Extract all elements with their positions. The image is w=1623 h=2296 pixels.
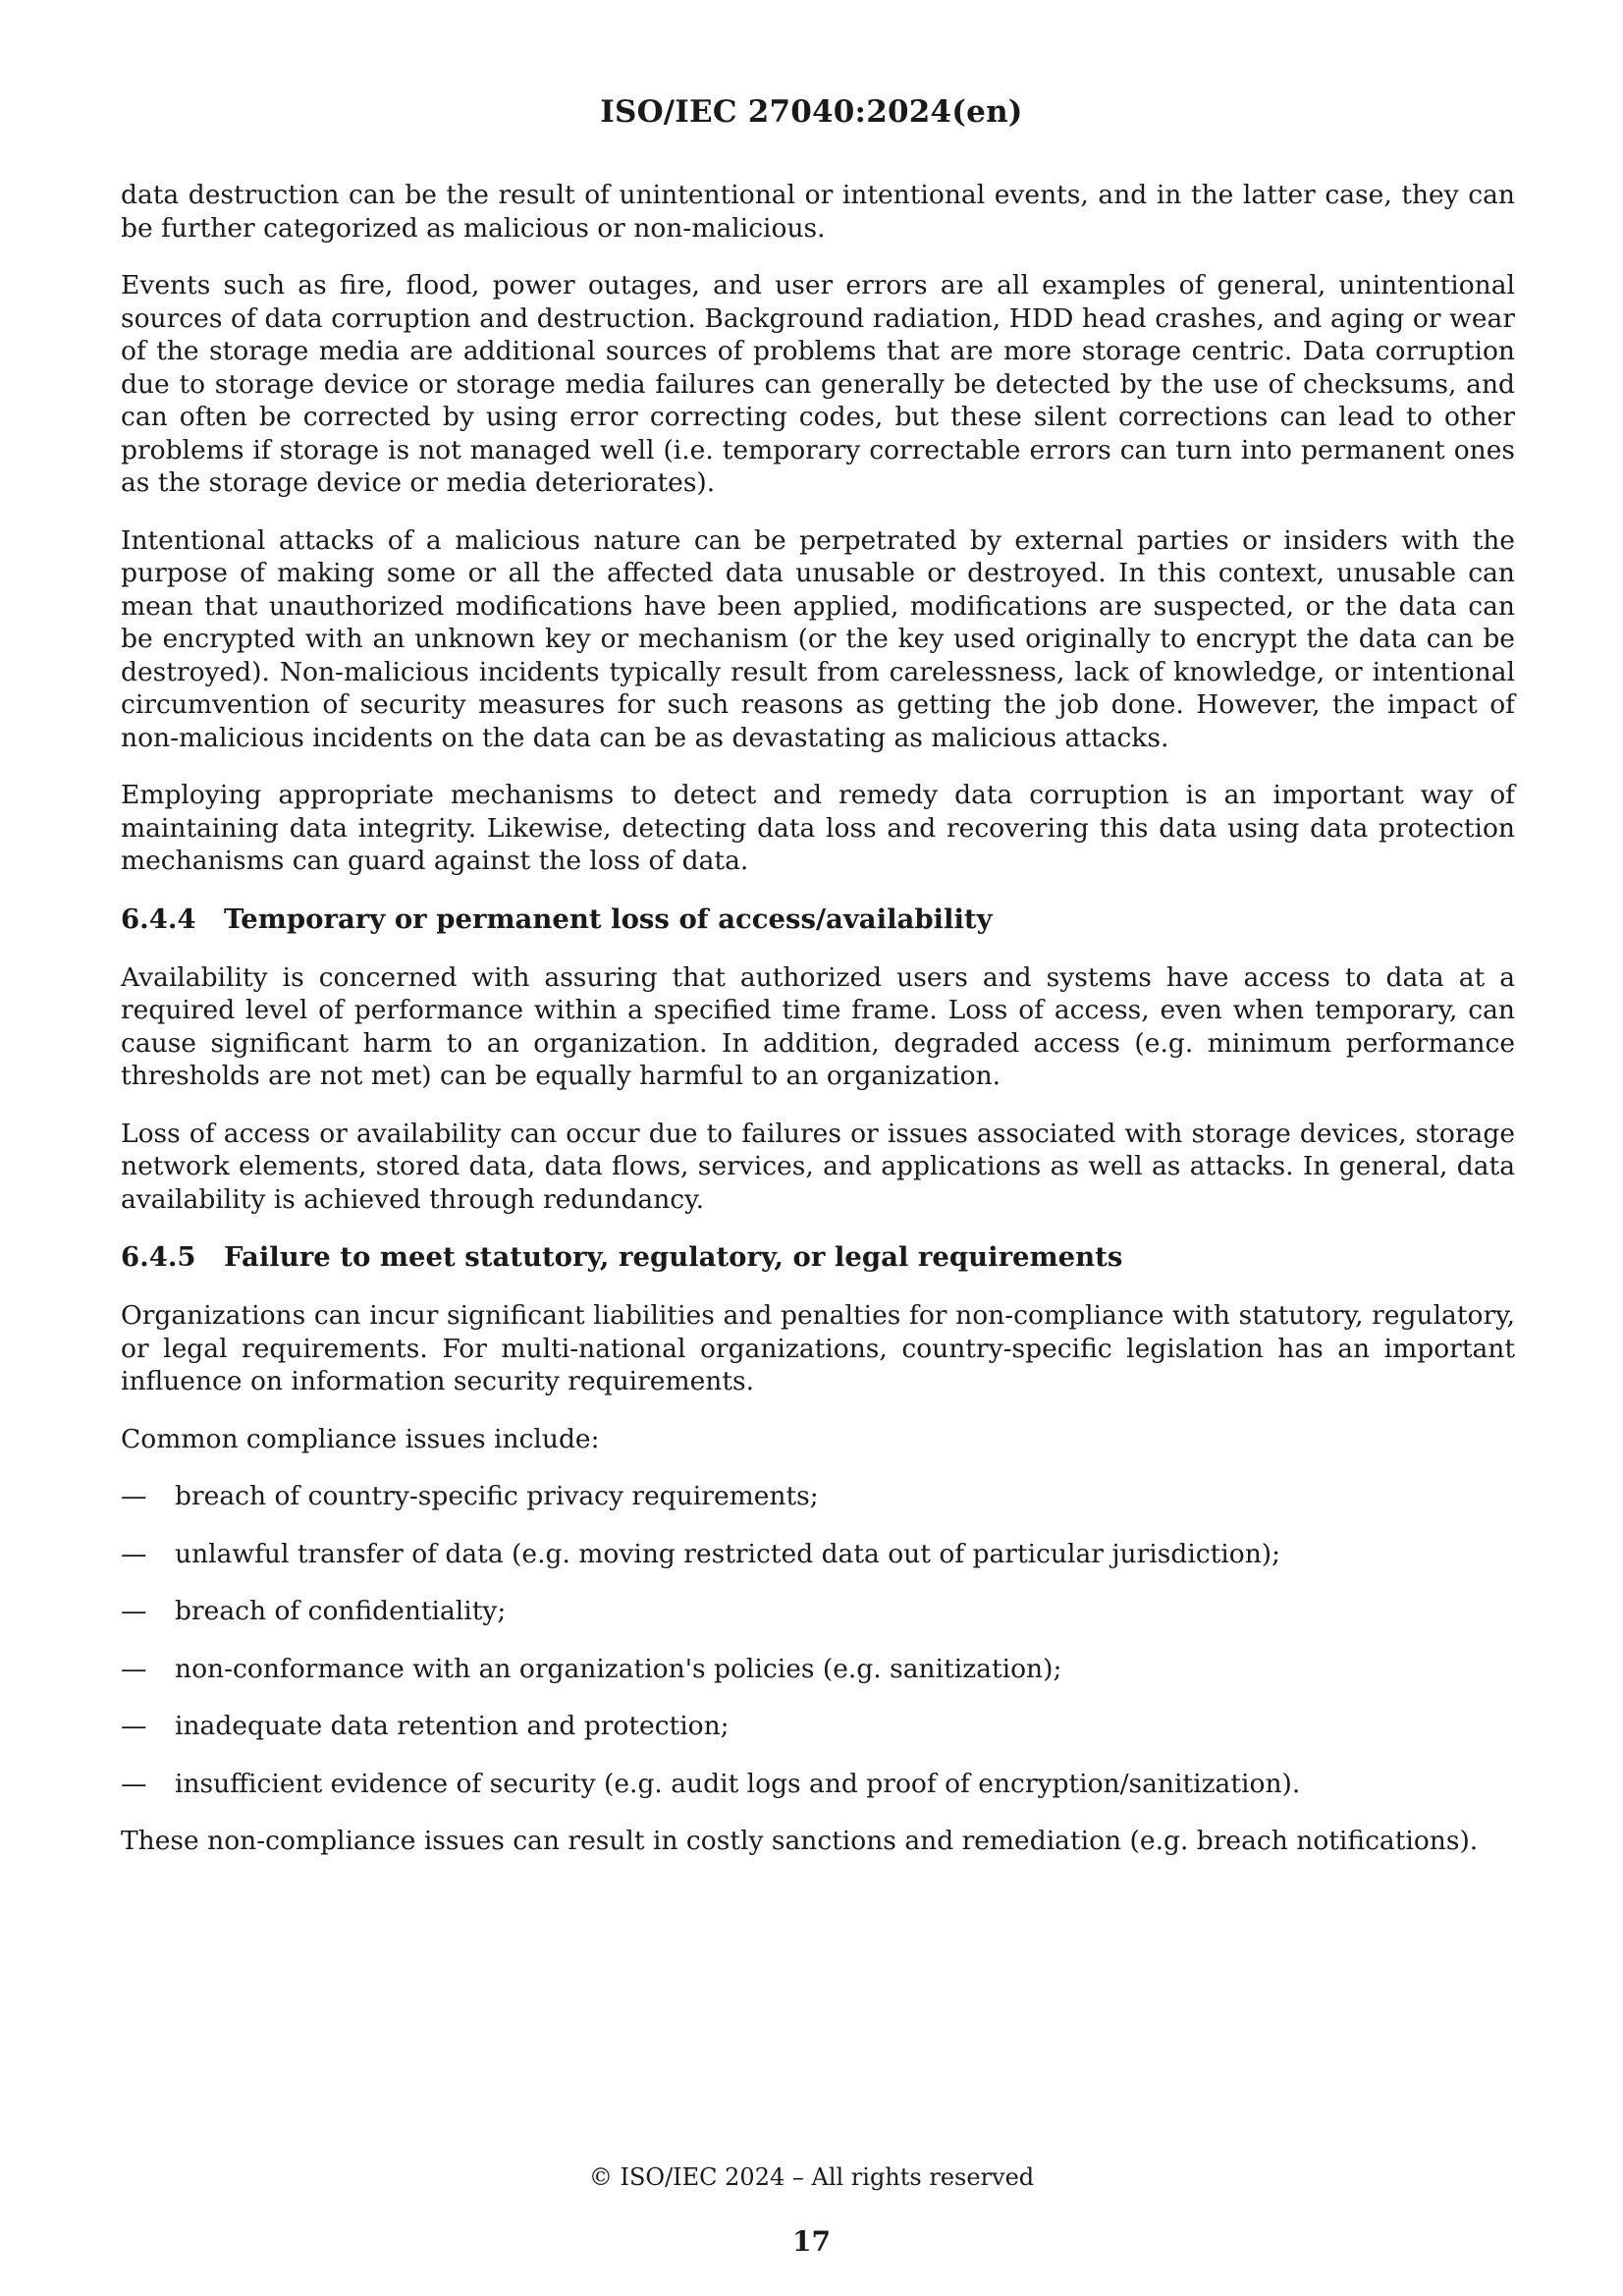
list-item bbox=[121, 1595, 1515, 1628]
list-dash: — bbox=[121, 1538, 147, 1569]
list-item-text: breach of country-specific privacy requirements; bbox=[175, 1481, 819, 1511]
paragraph: Events such as fire, flood, power outages, and user errors are all examples of general, unintentional sources of data corruption and destruction. Background radiation, HDD head crashes, and aging or wear of the storage media are additional sources of problems that are more storage centric. Data corruption due to storage device or storage media failures can generally be detected by the use of checksums, and can often be corrected by using error correcting codes, but these silent corrections can lead to other problems if storage is not managed well (i.e. temporary correctable errors can turn into permanent ones as the storage device or media deteriorates). bbox=[121, 270, 1515, 498]
section-title: Temporary or permanent loss of access/availability bbox=[224, 902, 993, 935]
section-heading-6-4-4 bbox=[121, 902, 1515, 936]
section-title: Failure to meet statutory, regulatory, or legal requirements bbox=[224, 1241, 1123, 1273]
section-number: 6.4.5 bbox=[121, 1241, 196, 1273]
section-number: 6.4.4 bbox=[121, 902, 196, 935]
paragraph: Common compliance issues include: bbox=[121, 1423, 600, 1454]
paragraph: Employing appropriate mechanisms to detect and remedy data corruption is an important way of maintaining data integrity. Likewise, detecting data loss and recovering this data using data protection mechanisms can guard against the loss of data. bbox=[121, 780, 1515, 876]
page-header: ISO/IEC 27040:2024(en) bbox=[600, 94, 1023, 130]
section-heading-6-4-5 bbox=[121, 1240, 1515, 1274]
list-dash: — bbox=[121, 1711, 147, 1741]
paragraph: Loss of access or availability can occur due to failures or issues associated with storage devices, storage network elements, stored data, data flows, services, and applications as well as attacks. In general, data availability is achieved through redundancy. bbox=[121, 1118, 1515, 1215]
paragraph: Intentional attacks of a malicious nature can be perpetrated by external parties or insiders with the purpose of making some or all the affected data unusable or destroyed. In this context, unusable can mean that unauthorized modifications have been applied, modifications are suspected, or the data can be encrypted with an unknown key or mechanism (or the key used originally to encrypt the data can be destroyed). Non-malicious incidents typically result from carelessness, lack of knowledge, or intentional circumvention of security measures for such reasons as getting the job done. However, the impact of non-malicious incidents on the data can be as devastating as malicious attacks. bbox=[121, 524, 1515, 753]
list-item-text: insufficient evidence of security (e.g. audit logs and proof of encryption/sanitization). bbox=[175, 1768, 1301, 1799]
list-item-text: breach of confidentiality; bbox=[175, 1596, 507, 1626]
paragraph: data destruction can be the result of unintentional or intentional events, and in the latter case, they can be further categorized as malicious or non-malicious. bbox=[121, 180, 1515, 244]
list-dash: — bbox=[121, 1596, 147, 1626]
paragraph: Organizations can incur significant liabilities and penalties for non-compliance with statutory, regulatory, or legal requirements. For multi-national organizations, country-specific legislation has an important influence on information security requirements. bbox=[121, 1300, 1515, 1396]
list-item-text: unlawful transfer of data (e.g. moving restricted data out of particular jurisdiction); bbox=[175, 1538, 1281, 1569]
list-item bbox=[121, 1538, 1515, 1571]
list-dash: — bbox=[121, 1481, 147, 1511]
list-dash: — bbox=[121, 1653, 147, 1684]
page-number: 17 bbox=[792, 2225, 831, 2258]
list-item-text: non-conformance with an organization's policies (e.g. sanitization); bbox=[175, 1653, 1062, 1684]
page-body bbox=[121, 179, 1515, 1883]
compliance-issues-list bbox=[121, 1480, 1515, 1800]
list-item bbox=[121, 1653, 1515, 1686]
list-dash: — bbox=[121, 1768, 147, 1799]
copyright-notice: © ISO/IEC 2024 – All rights reserved bbox=[588, 2163, 1035, 2191]
list-item bbox=[121, 1480, 1515, 1513]
list-item bbox=[121, 1768, 1515, 1801]
paragraph: These non-compliance issues can result in costly sanctions and remediation (e.g. breach notifications). bbox=[121, 1826, 1479, 1856]
list-item bbox=[121, 1710, 1515, 1743]
paragraph: Availability is concerned with assuring that authorized users and systems have access to data at a required level of performance within a specified time frame. Loss of access, even when temporary, can cause significant harm to an organization. In addition, degraded access (e.g. minimum performance thresholds are not met) can be equally harmful to an organization. bbox=[121, 961, 1515, 1091]
list-item-text: inadequate data retention and protection; bbox=[175, 1711, 730, 1741]
